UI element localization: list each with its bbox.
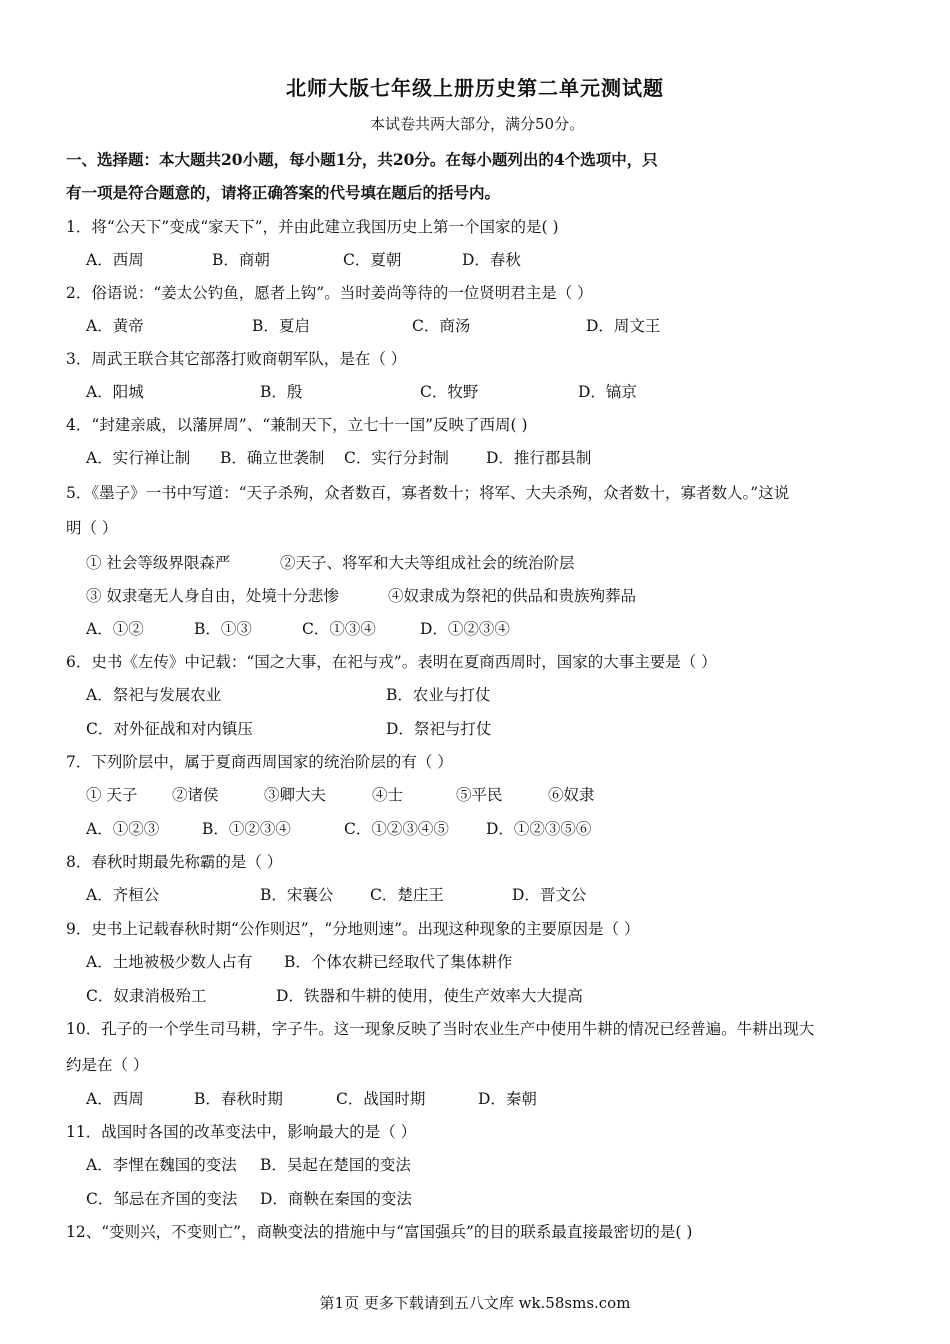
q6-option-d: D．祭祀与打仗 [386, 720, 492, 738]
q1-option-a: A．西周 [86, 251, 144, 269]
q5-option-d: D．①②③④ [420, 620, 510, 638]
page-footer: 第1页 更多下载请到五八文库 wk.58sms.com [319, 1294, 631, 1312]
q5-item-1: ① 社会等级界限森严 [86, 554, 231, 572]
question-9-stem: 9．史书上记载春秋时期“公作则迟”，“分地则速”。出现这种现象的主要原因是（ ） [66, 920, 640, 938]
q3-option-a: A．阳城 [86, 383, 144, 401]
q5-option-b: B．①③ [194, 620, 252, 638]
page-title: 北师大版七年级上册历史第二单元测试题 [286, 76, 664, 100]
q7-option-b: B．①②③④ [202, 820, 291, 838]
question-5-stem: 5．《墨子》一书中写道：“天子杀殉，众者数百，寡者数十；将军、大夫杀殉，众者数十，寡者数人。”这说 [66, 484, 790, 502]
q8-option-d: D．晋文公 [512, 886, 587, 904]
q8-option-c: C．楚庄王 [370, 886, 444, 904]
q11-option-d: D．商鞅在秦国的变法 [260, 1190, 412, 1208]
q2-option-c: C．商汤 [412, 317, 471, 335]
q9-option-a: A．土地被极少数人占有 [86, 953, 253, 971]
section-heading-line1: 一、选择题：本大题共20小题，每小题1分，共20分。在每小题列出的4个选项中，只 [66, 150, 658, 169]
q7-item-5: ⑤平民 [456, 786, 503, 804]
question-11-stem: 11．战国时各国的改革变法中，影响最大的是（ ） [66, 1123, 417, 1141]
q1-option-b: B．商朝 [212, 251, 270, 269]
q2-option-b: B．夏启 [252, 317, 310, 335]
question-8-stem: 8．春秋时期最先称霸的是（ ） [66, 853, 283, 871]
q7-item-3: ③卿大夫 [264, 786, 327, 804]
q11-option-c: C．邹忌在齐国的变法 [86, 1190, 238, 1208]
q4-option-a: A．实行禅让制 [86, 449, 191, 467]
question-4-stem: 4．“封建亲戚，以藩屏周”、“兼制天下，立七十一国”反映了西周( ) [66, 416, 528, 434]
q4-option-c: C．实行分封制 [344, 449, 449, 467]
q7-option-c: C．①②③④⑤ [344, 820, 449, 838]
question-7-stem: 7．下列阶层中，属于夏商西周国家的统治阶层的有（ ） [66, 753, 453, 771]
q4-option-d: D．推行郡县制 [486, 449, 592, 467]
section-heading-line2: 有一项是符合题意的，请将正确答案的代号填在题后的括号内。 [66, 183, 501, 202]
q8-option-a: A．齐桓公 [86, 886, 160, 904]
question-3-stem: 3．周武王联合其它部落打败商朝军队，是在（ ） [66, 350, 407, 368]
q3-option-c: C．牧野 [420, 383, 479, 401]
question-10-stem: 10．孔子的一个学生司马耕，字子牛。这一现象反映了当时农业生产中使用牛耕的情况已经普遍。牛耕出现大 [66, 1020, 815, 1038]
page-subtitle: 本试卷共两大部分，满分50分。 [370, 115, 585, 133]
q5-option-c: C．①③④ [302, 620, 376, 638]
q4-option-b: B．确立世袭制 [220, 449, 325, 467]
q7-option-d: D．①②③⑤⑥ [486, 820, 592, 838]
q6-option-c: C．对外征战和对内镇压 [86, 720, 253, 738]
q2-option-d: D．周文王 [586, 317, 661, 335]
q7-item-4: ④士 [372, 786, 404, 804]
q11-option-a: A．李悝在魏国的变法 [86, 1156, 237, 1174]
question-10-stem-cont: 约是在（ ） [66, 1056, 149, 1074]
q7-option-a: A．①②③ [86, 820, 160, 838]
question-1-stem: 1．将“公天下”变成“家天下”，并由此建立我国历史上第一个国家的是( ) [66, 218, 559, 236]
q10-option-d: D．秦朝 [478, 1090, 537, 1108]
q2-option-a: A．黄帝 [86, 317, 144, 335]
q5-option-a: A．①② [86, 620, 144, 638]
question-2-stem: 2．俗语说：“姜太公钓鱼，愿者上钩”。当时姜尚等待的一位贤明君主是（ ） [66, 284, 593, 302]
q7-item-2: ②诸侯 [172, 786, 219, 804]
q5-item-2: ②天子、将军和大夫等组成社会的统治阶层 [280, 554, 575, 572]
q5-item-3: ③ 奴隶毫无人身自由，处境十分悲惨 [86, 587, 339, 605]
q10-option-b: B．春秋时期 [194, 1090, 283, 1108]
q10-option-a: A．西周 [86, 1090, 144, 1108]
q6-option-b: B．农业与打仗 [386, 686, 491, 704]
question-12-stem: 12、“变则兴，不变则亡”，商鞅变法的措施中与“富国强兵”的目的联系最直接最密切的是( ) [66, 1223, 693, 1241]
q7-item-1: ① 天子 [86, 786, 138, 804]
q8-option-b: B．宋襄公 [260, 886, 334, 904]
q10-option-c: C．战国时期 [336, 1090, 426, 1108]
q6-option-a: A．祭祀与发展农业 [86, 686, 222, 704]
q9-option-c: C．奴隶消极殆工 [86, 987, 207, 1005]
q7-item-6: ⑥奴隶 [548, 786, 595, 804]
question-5-stem-cont: 明（ ） [66, 519, 118, 537]
q5-item-4: ④奴隶成为祭祀的供品和贵族殉葬品 [388, 587, 637, 605]
q1-option-d: D．春秋 [462, 251, 521, 269]
q3-option-b: B．殷 [260, 383, 303, 401]
q11-option-b: B．吴起在楚国的变法 [260, 1156, 411, 1174]
q3-option-d: D．镐京 [578, 383, 637, 401]
q9-option-d: D．铁器和牛耕的使用，使生产效率大大提高 [276, 987, 583, 1005]
q1-option-c: C．夏朝 [343, 251, 402, 269]
q9-option-b: B．个体农耕已经取代了集体耕作 [284, 953, 513, 971]
question-6-stem: 6．史书《左传》中记载：“国之大事，在祀与戎”。表明在夏商西周时，国家的大事主要是（ ） [66, 653, 717, 671]
